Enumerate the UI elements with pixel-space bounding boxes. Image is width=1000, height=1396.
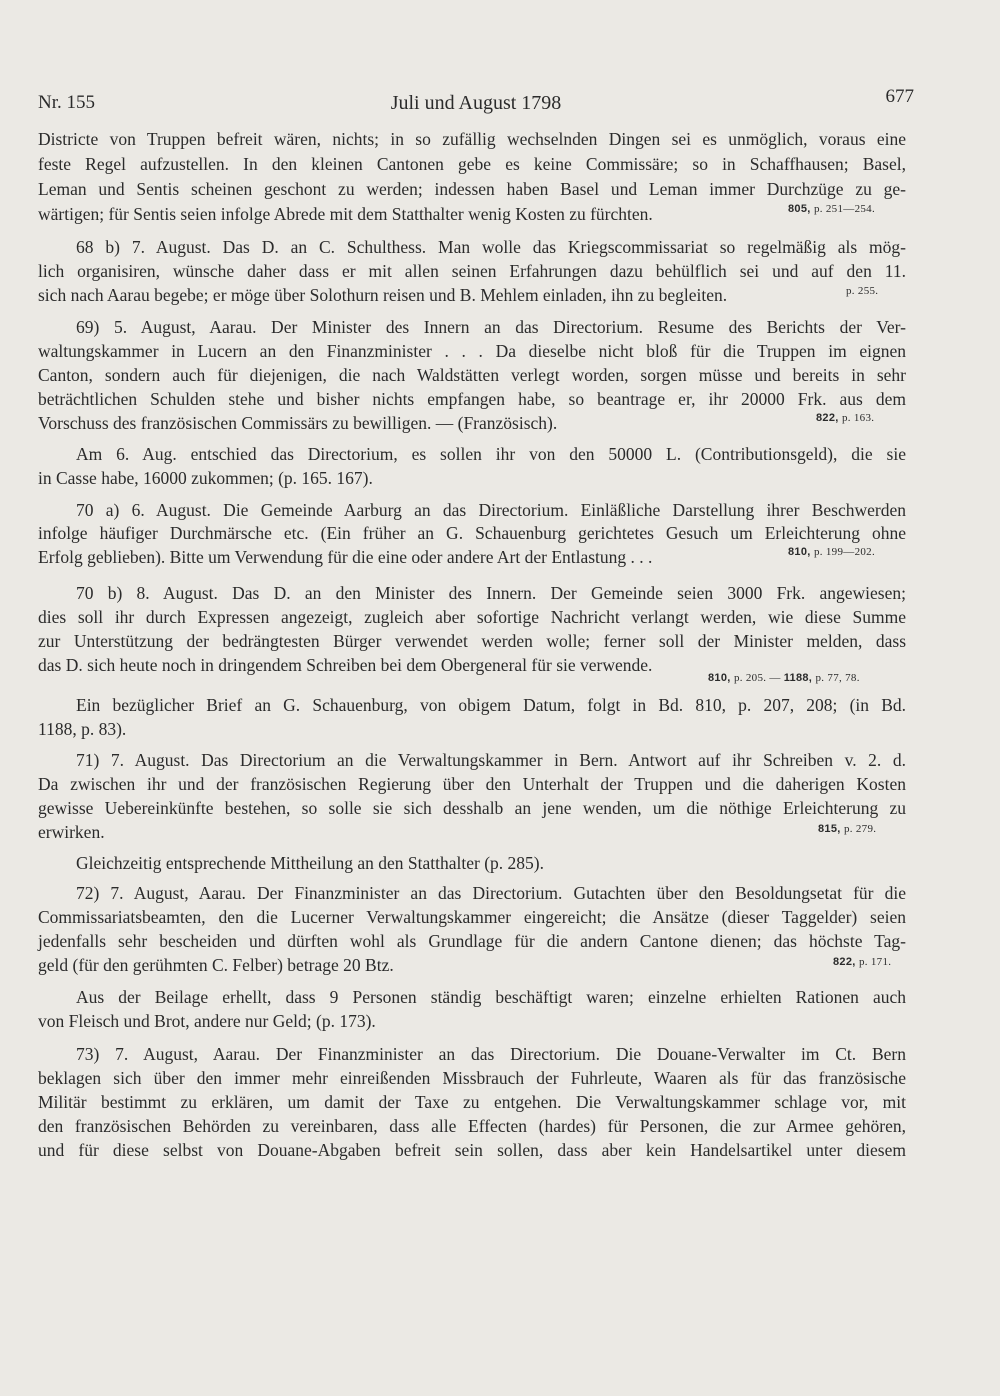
text-line: Militär bestimmt zu erklären, um damit der Taxe zu entgehen. Die Verwaltungskammer schlage vor, mit bbox=[38, 1092, 906, 1112]
text-line: Districte von Truppen befreit wären, nichts; in so zufällig wechselnden Dingen sei es unmöglich, voraus eine bbox=[38, 129, 906, 149]
archive-reference: 805, p. 251—254. bbox=[788, 203, 876, 215]
text-line: Da zwischen ihr und der französischen Regierung über den Unterhalt der Truppen und die daherigen Kosten bbox=[38, 774, 906, 794]
text-line: 1188, p. 83). bbox=[38, 719, 127, 739]
archive-reference: 822, p. 163. bbox=[816, 412, 875, 424]
text-line: 71) 7. August. Das Directorium an die Verwaltungskammer in Bern. Antwort auf ihr Schreiben v. 2. d. bbox=[76, 750, 906, 770]
text-line: Aus der Beilage erhellt, dass 9 Personen ständig beschäftigt waren; einzelne erhielten Rationen auch bbox=[76, 987, 906, 1007]
text-line: von Fleisch und Brot, andere nur Geld; (p. 173). bbox=[38, 1011, 376, 1031]
text-line: infolge häufiger Durchmärsche etc. (Ein früher an G. Schauenburg gerichtetes Gesuch um Erleichterung ohne bbox=[38, 523, 906, 543]
text-line: erwirken. bbox=[38, 822, 105, 842]
page-number: 677 bbox=[885, 86, 914, 107]
text-line: Gleichzeitig entsprechende Mittheilung an den Statthalter (p. 285). bbox=[76, 853, 544, 873]
archive-reference: 810, p. 205. — 1188, p. 77, 78. bbox=[708, 672, 860, 684]
text-line: lich organisiren, wünsche daher dass er mit allen seinen Erfahrungen dazu behülflich sei und auf den 11. bbox=[38, 261, 906, 281]
text-line: Am 6. Aug. entschied das Directorium, es sollen ihr von den 50000 L. (Contributionsgeld), die sie bbox=[76, 444, 906, 464]
text-line: zur Unterstützung der bedrängtesten Bürger verwendet werden wolle; ferner soll der Minister melden, dass bbox=[38, 631, 906, 651]
text-line: 70 b) 8. August. Das D. an den Minister des Innern. Der Gemeinde seien 3000 Frk. angewiesen; bbox=[76, 583, 906, 603]
text-line: den französischen Behörden zu vereinbaren, dass alle Effecten (hardes) für Personen, die zur Armee gehören, bbox=[38, 1116, 906, 1136]
text-line: Canton, sondern auch für diejenigen, die nach Waldstätten verlegt worden, sorgen müsse und bereits in sehr bbox=[38, 365, 906, 385]
text-line: gewisse Uebereinkünfte bestehen, so solle sie sich desshalb an jene wenden, um die nöthige Erleichterung zu bbox=[38, 798, 906, 818]
text-line: beklagen sich über den immer mehr einreißenden Missbrauch der Fuhrleute, Waaren als für das französische bbox=[38, 1068, 906, 1088]
archive-reference: p. 255. bbox=[846, 285, 879, 297]
text-line: geld (für den gerühmten C. Felber) betrage 20 Btz. bbox=[38, 955, 394, 975]
text-line: 72) 7. August, Aarau. Der Finanzminister an das Directorium. Gutachten über den Besoldungsetat für die bbox=[76, 883, 906, 903]
text-line: waltungskammer in Lucern an den Finanzminister . . . Da dieselbe nicht bloß für die Truppen im eignen bbox=[38, 341, 906, 361]
text-line: feste Regel aufzustellen. In den kleinen Cantonen gebe es keine Commissäre; so in Schaffhausen; Basel, bbox=[38, 154, 906, 174]
text-line: beträchtlichen Schulden stehe und bisher nichts empfangen habe, so beantrage er, ihr 20000 Frk. aus dem bbox=[38, 389, 906, 409]
text-line: 70 a) 6. August. Die Gemeinde Aarburg an das Directorium. Einläßliche Darstellung ihrer Beschwerden bbox=[76, 500, 906, 520]
archive-reference: 815, p. 279. bbox=[818, 823, 877, 835]
text-line: dies soll ihr durch Expressen angezeigt, zugleich aber sofortige Nachricht verlangt werden, wie diese Summe bbox=[38, 607, 906, 627]
page-title: Juli und August 1798 bbox=[390, 92, 562, 114]
text-line: wärtigen; für Sentis seien infolge Abrede mit dem Statthalter wenig Kosten zu fürchten. bbox=[38, 204, 653, 224]
archive-reference: 810, p. 199—202. bbox=[788, 546, 876, 558]
text-line: Commissariatsbeamten, den die Lucerner Verwaltungskammer eingereicht; die Ansätze (dieser Taggelder) seien bbox=[38, 907, 906, 927]
archive-reference: 822, p. 171. bbox=[833, 956, 892, 968]
text-line: Erfolg geblieben). Bitte um Verwendung für die eine oder andere Art der Entlastung . . . bbox=[38, 547, 653, 567]
text-line: sich nach Aarau begebe; er möge über Solothurn reisen und B. Mehlem einladen, ihn zu begleiten. bbox=[38, 285, 728, 305]
text-line: das D. sich heute noch in dringendem Schreiben bei dem Obergeneral für sie verwende. bbox=[38, 655, 653, 675]
text-line: jedenfalls sehr bescheiden und dürften wohl als Grundlage für die andern Cantone dienen; das höchste Tag- bbox=[38, 931, 906, 951]
text-line: Vorschuss des französischen Commissärs zu bewilligen. — (Französisch). bbox=[38, 413, 558, 433]
text-line: Leman und Sentis scheinen geschont zu werden; indessen haben Basel und Leman immer Durchzüge zu ge- bbox=[38, 179, 906, 199]
text-line: 73) 7. August, Aarau. Der Finanzminister an das Directorium. Die Douane-Verwalter im Ct. Bern bbox=[76, 1044, 906, 1064]
text-line: 69) 5. August, Aarau. Der Minister des Innern an das Directorium. Resume des Berichts der Ver- bbox=[76, 317, 906, 337]
text-line: 68 b) 7. August. Das D. an C. Schulthess. Man wolle das Kriegscommissariat so regelmäßig als mög- bbox=[76, 237, 906, 257]
text-line: und für diese selbst von Douane-Abgaben befreit sein sollen, dass aber kein Handelsartikel unter diesem bbox=[38, 1140, 906, 1160]
text-line: Ein bezüglicher Brief an G. Schauenburg, von obigem Datum, folgt in Bd. 810, p. 207, 208; (in Bd. bbox=[76, 695, 906, 715]
page-header bbox=[38, 86, 914, 116]
document-number: Nr. 155 bbox=[38, 92, 95, 113]
text-line: in Casse habe, 16000 zukommen; (p. 165. 167). bbox=[38, 468, 373, 488]
